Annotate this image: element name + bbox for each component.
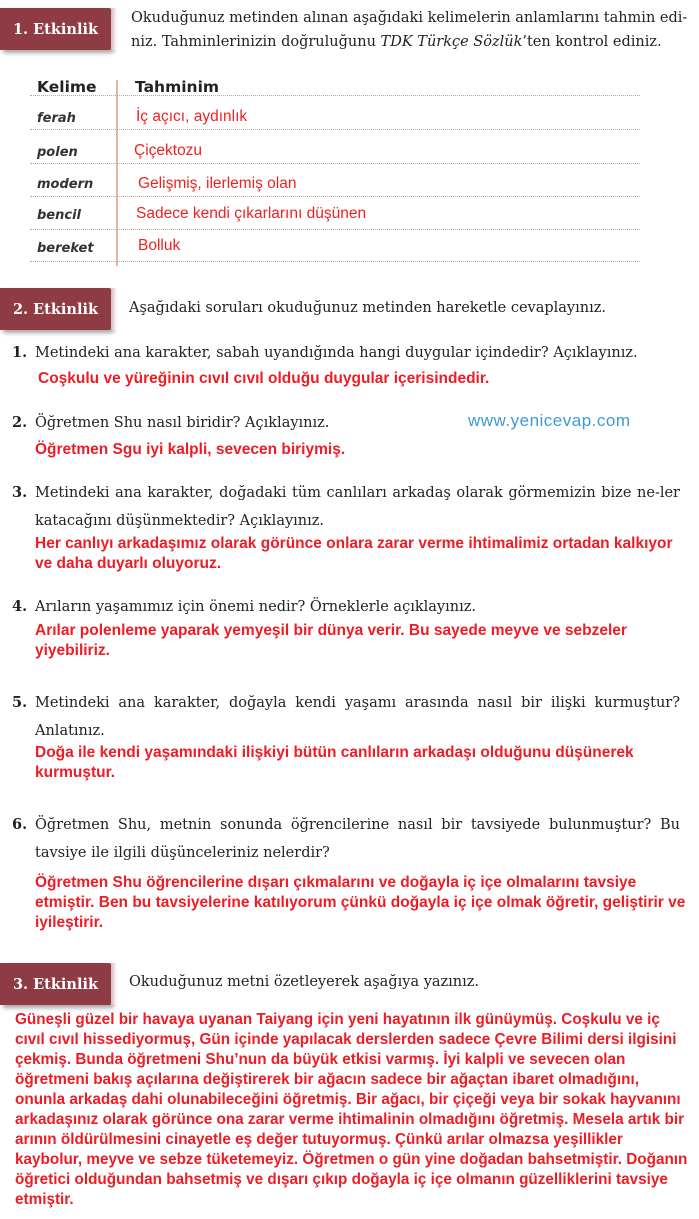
intro-text-2: ’ten kontrol ediniz. — [522, 34, 662, 50]
answer-text: Öğretmen Sgu iyi kalpli, sevecen biriymiş. — [35, 441, 346, 458]
answer-text: Coşkulu ve yüreğinin cıvıl cıvıl olduğu duygular içerisindedir. — [38, 370, 490, 387]
column-header-word: Kelime — [37, 78, 97, 96]
question-number: 1. — [12, 344, 28, 361]
table-row-guess: Çiçektozu — [134, 142, 203, 159]
table-line — [30, 95, 640, 96]
etkinlik-2-badge: 2. Etkinlik — [0, 288, 111, 330]
question-text: Metindeki ana karakter, doğayla kendi yaşamı arasında nasıl bir ilişki kurmuştur? Anlatınız. — [35, 695, 680, 739]
table-row-word: bereket — [37, 241, 94, 256]
intro-text-1: Okuduğunuz metinden alınan aşağıdaki kelimelerin anlamlarını tahmin edi-niz. Tahminlerinizin doğruluğunu — [131, 10, 688, 50]
table-row-word: bencil — [37, 208, 81, 223]
etkinlik-3-instruction: Okuduğunuz metni özetleyerek aşağıya yazınız. — [129, 974, 480, 990]
table-row-word: modern — [37, 177, 94, 192]
question-number: 5. — [12, 694, 28, 711]
table-row-word: ferah — [37, 111, 76, 126]
table-line — [30, 261, 640, 262]
table-row-word: polen — [37, 145, 78, 160]
question-text: Arıların yaşamımız için önemi nedir? Örneklerle açıklayınız. — [35, 599, 476, 615]
table-row-guess: Sadece kendi çıkarlarını düşünen — [136, 205, 367, 222]
question-text: Metindeki ana karakter, sabah uyandığında hangi duygular içindedir? Açıklayınız. — [35, 345, 638, 361]
answer-text: Öğretmen Shu öğrencilerine dışarı çıkmalarını ve doğayla iç içe olmalarını tavsiye etmiştir. Ben bu tavsiyelerine katılıyorum çünkü doğayla iç içe olmak öğretir, geliştirir ve iyileştirir. — [35, 874, 686, 931]
table-line — [30, 129, 640, 130]
table-divider — [116, 80, 118, 266]
question-number: 3. — [12, 484, 28, 501]
table-line — [30, 196, 640, 197]
table-row-guess: İç açıcı, aydınlık — [136, 108, 248, 125]
etkinlik-1-instruction — [131, 6, 691, 54]
answer-text: Her canlıyı arkadaşımız olarak görünce onlara zarar verme ihtimalimiz ortadan kalkıyor ve daha duyarlı oluyoruz. — [35, 535, 673, 572]
etkinlik-3-badge: 3. Etkinlik — [0, 963, 111, 1005]
question-number: 2. — [12, 414, 28, 431]
intro-text-italic: TDK Türkçe Sözlük — [380, 34, 523, 50]
table-row-guess: Bolluk — [138, 237, 181, 254]
question-number: 6. — [12, 816, 28, 833]
etkinlik-3-badge-accent — [111, 963, 117, 1005]
answer-text: Arılar polenleme yaparak yemyeşil bir dünya verir. Bu sayede meyve ve sebzeler yiyebiliriz. — [35, 622, 627, 659]
etkinlik-1-badge-accent — [111, 8, 117, 50]
question-text: Öğretmen Shu, metnin sonunda öğrencilerine nasıl bir tavsiyede bulunmuştur? Bu tavsiye ile ilgili düşünceleriniz nelerdir? — [35, 817, 680, 861]
column-header-guess: Tahminim — [135, 78, 220, 96]
etkinlik-1-badge: 1. Etkinlik — [0, 8, 111, 50]
etkinlik-2-badge-accent — [111, 288, 117, 330]
table-line — [30, 229, 640, 230]
summary-text: Güneşli güzel bir havaya uyanan Taiyang için yeni hayatının ilk günüymüş. Coşkulu ve iç cıvıl cıvıl hissediyormuş, Gün içinde yapılacak derslerden sadece Çevre Bilimi dersi ilgisini çekmiş. Bunda öğretmeni Shu’nun da büyük etkisi varmış. İyi kalpli ve sevecen olan öğretmeni bakış açılarına değiştirerek bir ağacın sadece bir ağaçtan ibaret olmadığını, onunla arkadaş dahi olunabileceğini öğretmiş. Bir ağacı, bir çiçeği veya bir sokak hayvanını arkadaşınız olarak görünce ona zarar verme ihtimalinin olmadığını öğretmiş. Mesela artık bir arının öldürülmesini cinayetle eş değer tutuyormuş. Çünkü arılar olmazsa yeşillikler kaybolur, meyve ve sebze tüketemeyiz. Öğretmen o gün yine doğadan bahsetmiştir. Doğanın öğretici olduğundan bahsetmiş ve dışarı çıkıp doğayla iç içe olmanın güzelliklerini tavsiye etmiştir. — [15, 1011, 688, 1208]
etkinlik-2-instruction: Aşağıdaki soruları okuduğunuz metinden hareketle cevaplayınız. — [129, 300, 606, 316]
question-number: 4. — [12, 598, 28, 615]
question-text: Metindeki ana karakter, doğadaki tüm canlıları arkadaş olarak görmemizin bize ne-ler katacağını düşünmektedir? Açıklayınız. — [35, 485, 680, 529]
table-line — [30, 163, 640, 164]
answer-text: Doğa ile kendi yaşamındaki ilişkiyi bütün canlıların arkadaşı olduğunu düşünerek kurmuştur. — [35, 744, 634, 781]
watermark-logo: www.yenicevap.com — [468, 411, 631, 430]
question-text: Öğretmen Shu nasıl biridir? Açıklayınız. — [35, 415, 330, 431]
table-row-guess: Gelişmiş, ilerlemiş olan — [138, 175, 297, 192]
